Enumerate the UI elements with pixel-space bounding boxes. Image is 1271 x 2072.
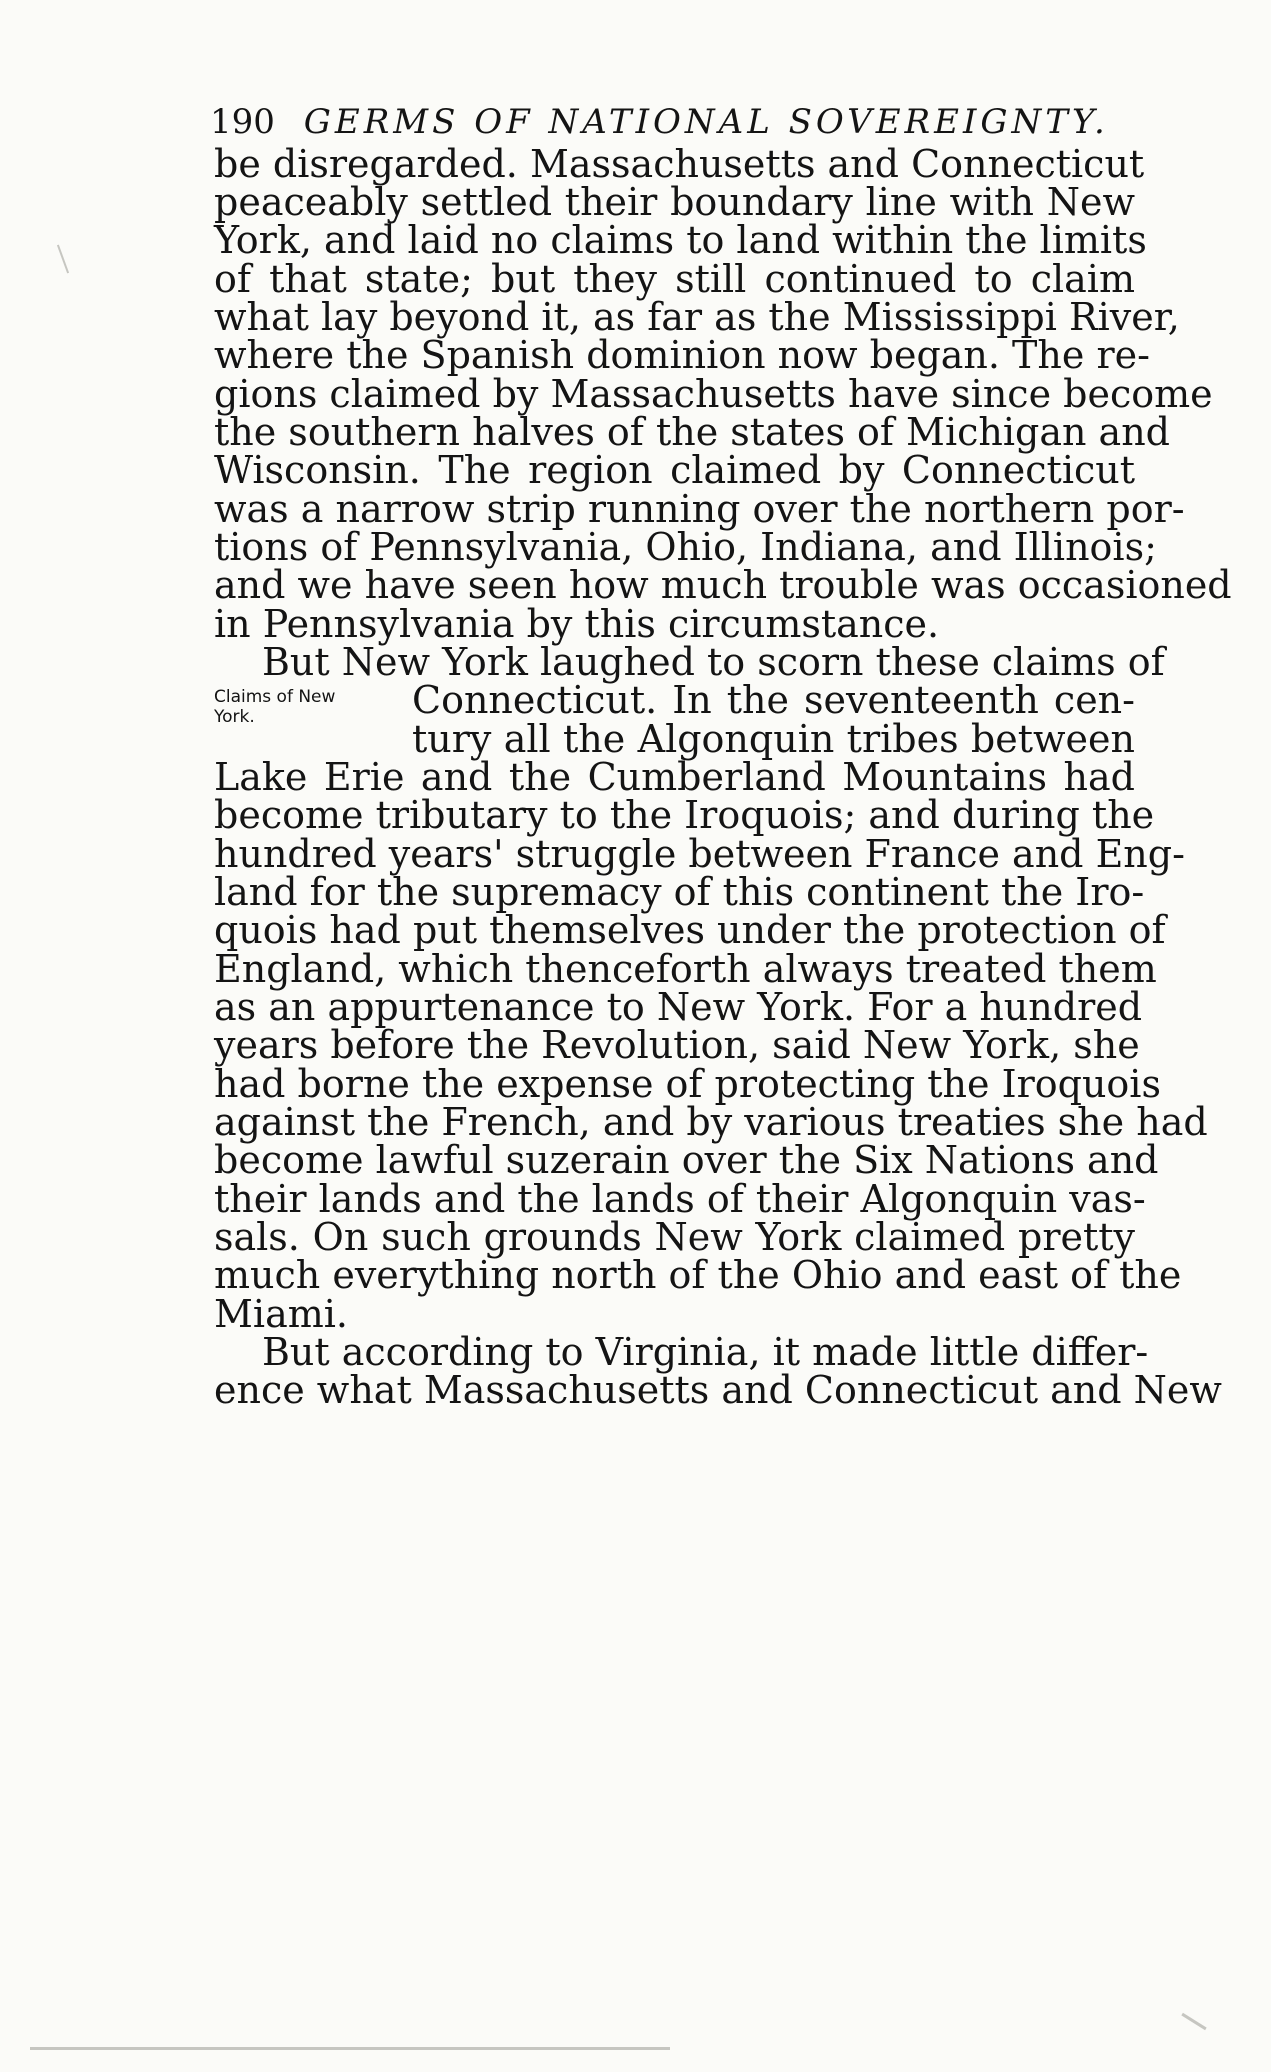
text-line: England, which thenceforth always treated them	[214, 947, 1157, 991]
scan-edge-mark	[30, 2047, 670, 2050]
text-line: be disregarded. Massachusetts and Connecticut	[214, 142, 1145, 186]
text-line: land for the supremacy of this continent the Iro-	[214, 870, 1145, 914]
text-line: sals. On such grounds New York claimed pretty	[214, 1215, 1135, 1259]
text-line: in Pennsylvania by this circumstance.	[214, 602, 940, 646]
text-line: But according to Virginia, it made little differ-	[262, 1330, 1149, 1374]
text-line: peaceably settled their boundary line with New	[214, 180, 1135, 224]
text-line: But New York laughed to scorn these claims of	[262, 640, 1165, 684]
text-line: their lands and the lands of their Algonquin vas-	[214, 1177, 1146, 1221]
text-line: of that state; but they still continued to claim	[214, 257, 1135, 301]
running-title: GERMS OF NATIONAL SOVEREIGNTY.	[303, 102, 1109, 142]
scan-edge-mark	[57, 245, 69, 274]
margin-note: Claims of New	[214, 687, 336, 707]
text-line: quois had put themselves under the protection of	[214, 908, 1166, 952]
page-number: 190	[210, 102, 275, 142]
text-line: tions of Pennsylvania, Ohio, Indiana, and Illinois;	[214, 525, 1157, 569]
text-line: and we have seen how much trouble was occasioned	[214, 563, 1232, 607]
text-line: hundred years' struggle between France and Eng-	[214, 832, 1185, 876]
text-line: Connecticut. In the seventeenth cen-	[412, 678, 1135, 722]
text-line: gions claimed by Massachusetts have since become	[214, 372, 1213, 416]
text-line: against the French, and by various treaties she had	[214, 1100, 1208, 1144]
text-line: years before the Revolution, said New York, she	[214, 1023, 1140, 1067]
text-line: Miami.	[214, 1292, 348, 1336]
text-line: tury all the Algonquin tribes between	[412, 717, 1135, 761]
text-line: had borne the expense of protecting the Iroquois	[214, 1062, 1161, 1106]
text-line: what lay beyond it, as far as the Mississippi River,	[214, 295, 1180, 339]
scan-edge-mark	[1181, 2013, 1206, 2030]
text-line: ence what Massachusetts and Connecticut and New	[214, 1368, 1222, 1412]
text-line: was a narrow strip running over the northern por-	[214, 487, 1185, 531]
text-line: Wisconsin. The region claimed by Connecticut	[214, 448, 1135, 492]
text-line: much everything north of the Ohio and east of the	[214, 1253, 1182, 1297]
text-line: where the Spanish dominion now began. The re-	[214, 333, 1150, 377]
text-line: Lake Erie and the Cumberland Mountains had	[214, 755, 1135, 799]
text-line: the southern halves of the states of Michigan and	[214, 410, 1171, 454]
text-line: York, and laid no claims to land within the limits	[214, 218, 1147, 262]
text-line: become tributary to the Iroquois; and during the	[214, 793, 1155, 837]
text-line: as an appurtenance to New York. For a hundred	[214, 985, 1143, 1029]
margin-note: York.	[214, 707, 255, 727]
text-line: become lawful suzerain over the Six Nations and	[214, 1138, 1159, 1182]
